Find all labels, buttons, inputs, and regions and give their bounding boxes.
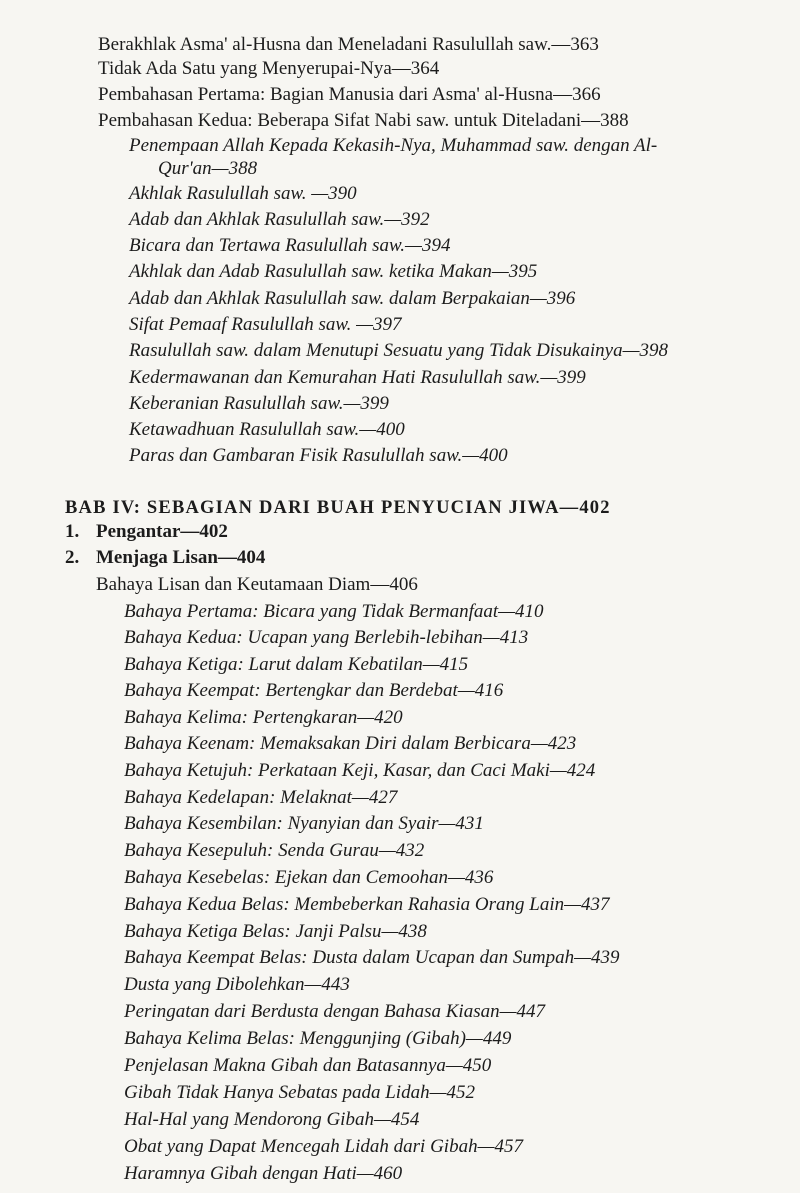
toc-numbered-entry xyxy=(65,546,265,570)
toc-subentry: Bahaya Kedua Belas: Membeberkan Rahasia Orang Lain—437 xyxy=(124,894,610,915)
toc-subentry: Bahaya Pertama: Bicara yang Tidak Bermanfaat—410 xyxy=(124,601,544,622)
toc-subentry: Haramnya Gibah dengan Hati—460 xyxy=(124,1163,403,1184)
toc-subentry: Adab dan Akhlak Rasulullah saw.—392 xyxy=(129,209,430,230)
toc-subentry: Bahaya Kesembilan: Nyanyian dan Syair—431 xyxy=(124,813,484,834)
entry-title: Menjaga Lisan—404 xyxy=(96,547,266,568)
entry-title: Pengantar—402 xyxy=(96,521,228,542)
toc-subentry: Bahaya Keempat: Bertengkar dan Berdebat—416 xyxy=(124,680,504,701)
toc-subentry: Bicara dan Tertawa Rasulullah saw.—394 xyxy=(129,235,451,256)
toc-entry: Pembahasan Pertama: Bagian Manusia dari Asma' al-Husna—366 xyxy=(98,84,601,105)
toc-subentry: Paras dan Gambaran Fisik Rasulullah saw.—400 xyxy=(129,445,508,466)
toc-subentry: Rasulullah saw. dalam Menutupi Sesuatu yang Tidak Disukainya—398 xyxy=(129,340,669,361)
toc-subentry: Keberanian Rasulullah saw.—399 xyxy=(129,393,389,414)
toc-subentry: Akhlak dan Adab Rasulullah saw. ketika Makan—395 xyxy=(129,261,538,282)
toc-subentry: Kedermawanan dan Kemurahan Hati Rasulullah saw.—399 xyxy=(129,367,586,388)
toc-subentry: Adab dan Akhlak Rasulullah saw. dalam Berpakaian—396 xyxy=(129,288,576,309)
toc-subentry: Peringatan dari Berdusta dengan Bahasa Kiasan—447 xyxy=(124,1001,545,1022)
toc-subentry: Bahaya Kedelapan: Melaknat—427 xyxy=(124,787,398,808)
toc-subentry: Bahaya Kesebelas: Ejekan dan Cemoohan—436 xyxy=(124,867,494,888)
toc-subentry: Bahaya Kedua: Ucapan yang Berlebih-lebihan—413 xyxy=(124,627,529,648)
toc-subentry: Sifat Pemaaf Rasulullah saw. —397 xyxy=(129,314,402,335)
toc-subentry: Penempaan Allah Kepada Kekasih-Nya, Muhammad saw. dengan Al- xyxy=(129,135,658,156)
toc-subentry: Hal-Hal yang Mendorong Gibah—454 xyxy=(124,1109,420,1130)
toc-subentry: Bahaya Keenam: Memaksakan Diri dalam Berbicara—423 xyxy=(124,733,577,754)
toc-subentry-continued: Qur'an—388 xyxy=(158,158,258,179)
toc-section: Bahaya Lisan dan Keutamaan Diam—406 xyxy=(96,574,418,595)
toc-subentry: Gibah Tidak Hanya Sebatas pada Lidah—452 xyxy=(124,1082,475,1103)
entry-number: 1. xyxy=(65,521,80,542)
toc-subentry: Bahaya Ketujuh: Perkataan Keji, Kasar, dan Caci Maki—424 xyxy=(124,760,596,781)
toc-subentry: Penjelasan Makna Gibah dan Batasannya—450 xyxy=(124,1055,492,1076)
toc-subentry: Obat yang Dapat Mencegah Lidah dari Gibah—457 xyxy=(124,1136,523,1157)
toc-subentry: Bahaya Ketiga: Larut dalam Kebatilan—415 xyxy=(124,654,469,675)
toc-subentry: Dusta yang Dibolehkan—443 xyxy=(124,974,350,995)
toc-entry: Berakhlak Asma' al-Husna dan Meneladani Rasulullah saw.—363 xyxy=(98,34,599,55)
toc-subentry: Bahaya Kesepuluh: Senda Gurau—432 xyxy=(124,840,425,861)
toc-subentry: Bahaya Kelima Belas: Menggunjing (Gibah)—449 xyxy=(124,1028,512,1049)
entry-number: 2. xyxy=(65,547,80,568)
toc-subentry: Bahaya Ketiga Belas: Janji Palsu—438 xyxy=(124,921,427,942)
toc-subentry: Bahaya Kelima: Pertengkaran—420 xyxy=(124,707,403,728)
toc-subentry: Bahaya Keempat Belas: Dusta dalam Ucapan dan Sumpah—439 xyxy=(124,947,620,968)
chapter-heading: BAB IV: SEBAGIAN DARI BUAH PENYUCIAN JIWA—402 xyxy=(65,498,611,518)
toc-subentry: Ketawadhuan Rasulullah saw.—400 xyxy=(129,419,405,440)
toc-entry: Tidak Ada Satu yang Menyerupai-Nya—364 xyxy=(98,58,440,79)
toc-entry: Pembahasan Kedua: Beberapa Sifat Nabi saw. untuk Diteladani—388 xyxy=(98,110,629,131)
toc-subentry: Akhlak Rasulullah saw. —390 xyxy=(129,183,357,204)
toc-numbered-entry xyxy=(65,520,228,544)
